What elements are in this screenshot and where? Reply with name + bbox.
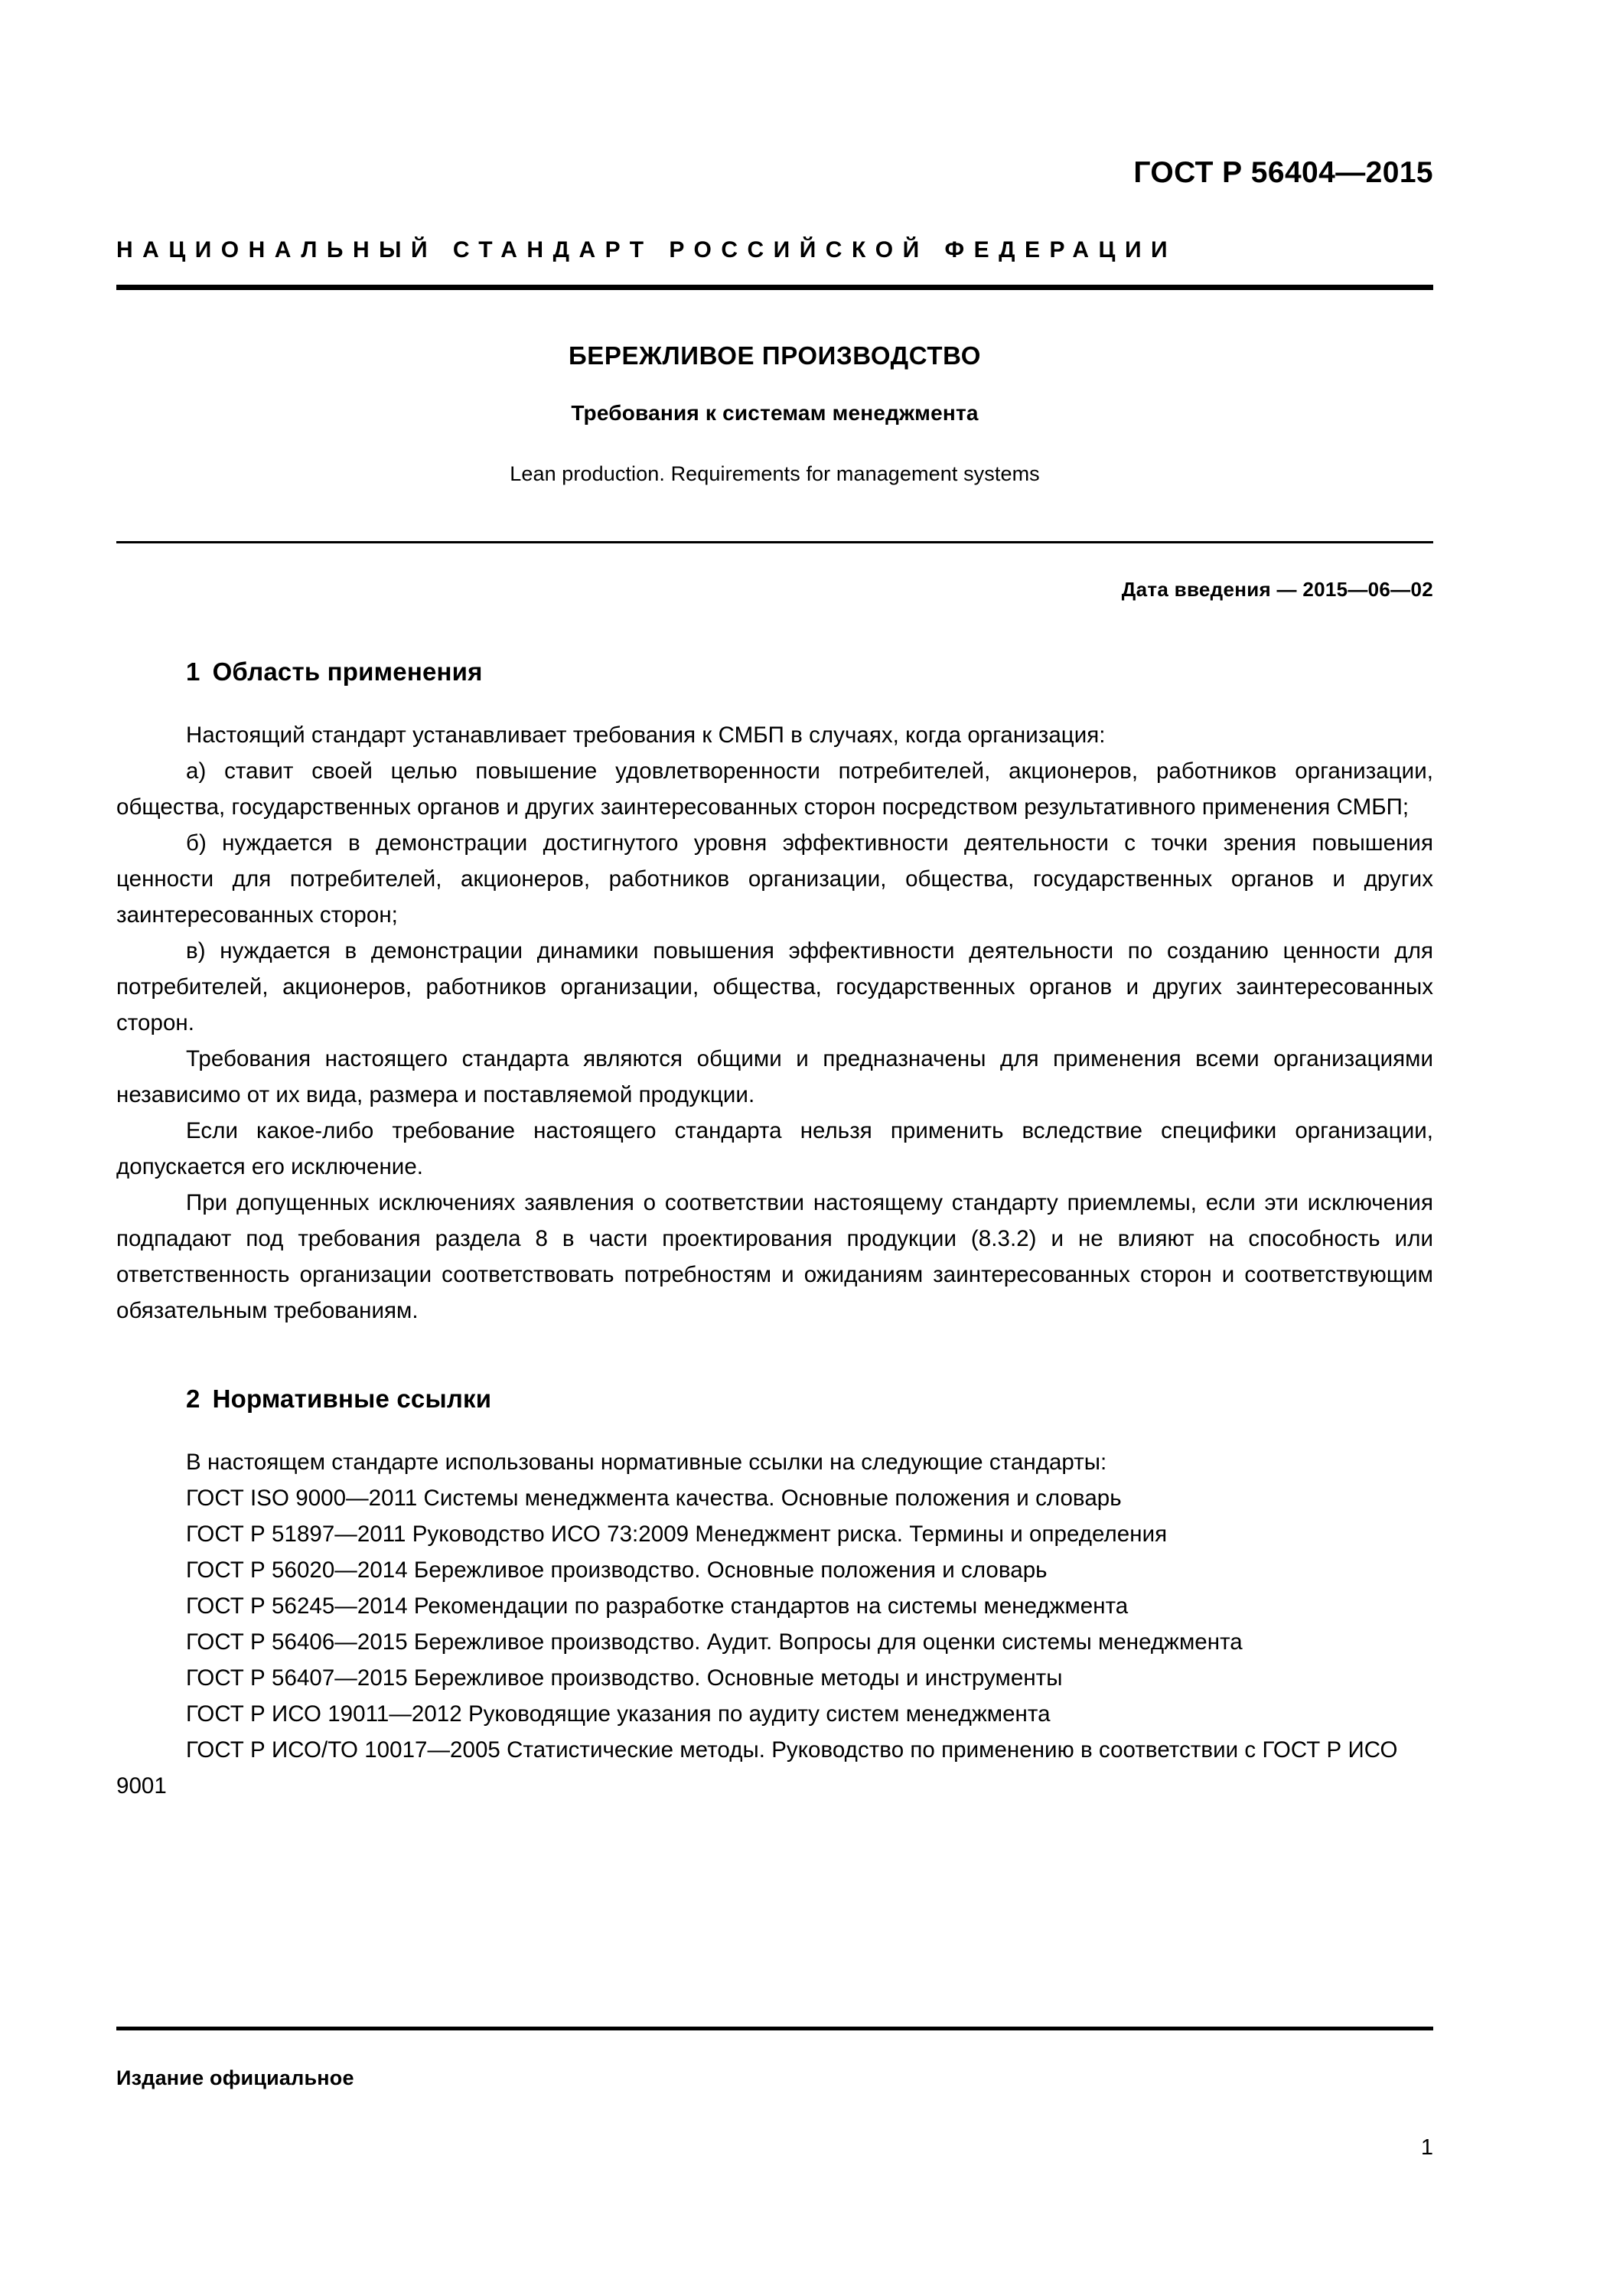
document-title-english: Lean production. Requirements for management systems <box>510 461 1040 485</box>
reference-item: ГОСТ Р 56020—2014 Бережливое производство. Основные положения и словарь <box>186 1557 1048 1583</box>
reference-item: ГОСТ ISO 9000—2011 Системы менеджмента качества. Основные положения и словарь <box>186 1485 1122 1511</box>
national-standard-line: НАЦИОНАЛЬНЫЙ СТАНДАРТ РОССИЙСКОЙ ФЕДЕРАЦИИ <box>116 236 1178 263</box>
section-2-number: 2 <box>186 1384 200 1413</box>
paragraph: в) нуждается в демонстрации динамики повышения эффективности деятельности по созданию ценности для потребителей, акционеров, работников организации, общества, государственных органов и других заинтересованных сторон. <box>116 938 1433 1035</box>
paragraph: При допущенных исключениях заявления о соответствии настоящему стандарту приемлемы, если эти исключения подпадают под требования раздела 8 в части проектирования продукции (8.3.2) и не влияют на способность или ответственность организации соответствовать потребностям и ожиданиям заинтересованных сторон и соответствующим обязательным требованиям. <box>116 1189 1433 1323</box>
reference-item: ГОСТ Р 56407—2015 Бережливое производство. Основные методы и инструменты <box>186 1665 1063 1691</box>
reference-item: ГОСТ Р 51897—2011 Руководство ИСО 73:2009 Менеджмент риска. Термины и определения <box>186 1521 1168 1547</box>
introduction-date: Дата введения — 2015—06—02 <box>1121 577 1433 601</box>
standard-number: ГОСТ Р 56404—2015 <box>1133 156 1433 189</box>
title-divider-thin <box>116 541 1433 543</box>
paragraph: Настоящий стандарт устанавливает требования к СМБП в случаях, когда организация: <box>186 722 1106 748</box>
page-number: 1 <box>1420 2135 1433 2160</box>
section-2-heading <box>186 1384 1433 1414</box>
references-intro: В настоящем стандарте использованы нормативные ссылки на следующие стандарты: <box>186 1449 1107 1475</box>
paragraph: а) ставит своей целью повышение удовлетворенности потребителей, акционеров, работников организации, общества, государственных органов и других заинтересованных сторон посредством результативного применения СМБП; <box>116 758 1433 820</box>
reference-item: ГОСТ Р ИСО 19011—2012 Руководящие указания по аудиту систем менеджмента <box>186 1701 1051 1727</box>
section-2-title: Нормативные ссылки <box>212 1384 492 1413</box>
page-content <box>116 0 1433 1804</box>
edition-label: Издание официальное <box>116 2066 354 2089</box>
reference-item: ГОСТ Р ИСО/ТО 10017—2005 Статистические методы. Руководство по применению в соответствии с ГОСТ Р ИСО 9001 <box>116 1737 1398 1799</box>
header-divider-thick <box>116 285 1433 290</box>
section-1-heading <box>186 657 1433 687</box>
section-1-number: 1 <box>186 657 200 686</box>
document-title: БЕРЕЖЛИВОЕ ПРОИЗВОДСТВО <box>568 341 982 370</box>
paragraph: Требования настоящего стандарта являются общими и предназначены для применения всеми организациями независимо от их вида, размера и поставляемой продукции. <box>116 1045 1433 1107</box>
title-spacer <box>116 486 1433 541</box>
section-1-title: Область применения <box>212 657 483 686</box>
section-1-body <box>116 717 1433 1329</box>
footer-divider <box>116 2027 1433 2030</box>
title-block <box>116 290 1433 541</box>
reference-item: ГОСТ Р 56245—2014 Рекомендации по разработке стандартов на системы менеджмента <box>186 1593 1129 1619</box>
paragraph: Если какое-либо требование настоящего стандарта нельзя применить вследствие специфики организации, допускается его исключение. <box>116 1117 1433 1179</box>
reference-item: ГОСТ Р 56406—2015 Бережливое производство. Аудит. Вопросы для оценки системы менеджмента <box>186 1629 1243 1655</box>
section-2-body <box>116 1444 1433 1804</box>
document-subtitle: Требования к системам менеджмента <box>571 400 979 425</box>
paragraph: б) нуждается в демонстрации достигнутого уровня эффективности деятельности с точки зрения повышения ценности для потребителей, акционеров, работников организации, общества, государственных органов и других заинтересованных сторон; <box>116 830 1433 928</box>
